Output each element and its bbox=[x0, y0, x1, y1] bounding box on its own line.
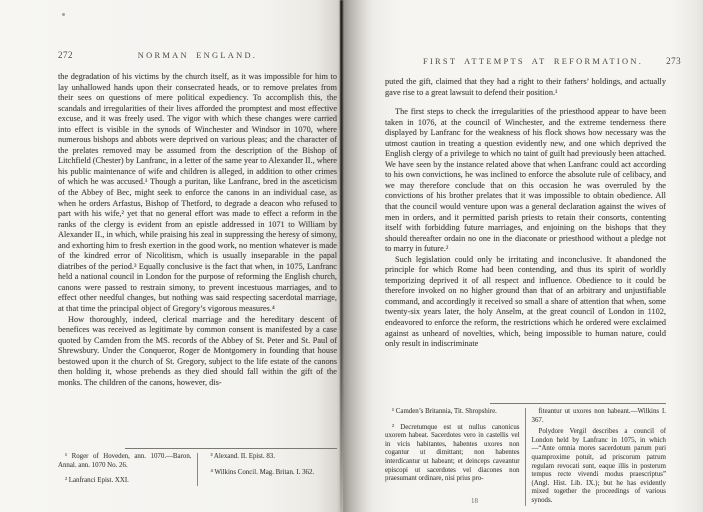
footnote: ² Lanfranci Epist. XXI. bbox=[65, 477, 129, 485]
footnote: ⁴ Wilkins Concil. Mag. Britan. I. 362. bbox=[210, 468, 315, 476]
right-running-header: FIRST ATTEMPTS AT REFORMATION. bbox=[423, 57, 644, 66]
footnote: Polydore Vergil describes a council of London held by Lanfranc in 1075, in which—“Ante omnia mores sacerdotum parum puri quamproxime potuit, ad priscorum patrum regulam revocati sunt, eaque illis in posterum tempus recte vivendi modus praescriptus” (Angl. Hist. Lib. IX.); but he has evidently mixed together the proceedings of various synods. bbox=[531, 428, 666, 504]
footnote: ¹ Roger of Hoveden, ann. 1070.—Baron. Annal. ann. 1070 No. 26. bbox=[58, 453, 192, 469]
signature-mark: 18 bbox=[471, 497, 478, 505]
left-page-number: 272 bbox=[58, 50, 73, 60]
body-paragraph: Such legislation could only be irritating and inconclusive. It abandoned the principle for which Rome had been contending, and thus its spirit of worldly temporizing deprived it of all respect and influence. Obedience to it could be therefore invoked on no higher ground than that of an arbitrary and unjustifiable command, and accordingly it received so small a share of attention that when, some twenty-six years later, the holy Anselm, at the great council of London in 1102, endeavored to enforce the reform, the restrictions which he ordered were exclaimed against as unheard of novelties, which, being impossible to human nature, could only result in indiscriminate bbox=[385, 254, 666, 349]
gutter-line bbox=[340, 0, 343, 512]
body-paragraph: The first steps to check the irregularities of the priesthood appear to have been taken in 1076, at the council of Winchester, and the extreme tenderness there displayed by Lanfranc for the weakness of his flock shows how necessary was the utmost caution in treating a question evidently new, and one which deprived the English clergy of a privilege to which no taint of guilt had previously been attached. We have seen by the instance related above that when Lanfranc could act according to his own convictions, he was inclined to enforce the absolute rule of celibacy, and we may therefore conclude that on this occasion he was overruled by the convictions of his brother prelates that it was impossible to obtain obedience. All that the council would venture upon was a general declaration against the wives of men in orders, and it permitted parish priests to retain their consorts, contenting itself with forbidding future marriages, and enjoining on the bishops that they should thereafter ordain no one in the diaconate or priesthood without a pledge not to marry in future.² bbox=[385, 107, 666, 254]
right-page-body bbox=[385, 77, 666, 350]
footnote-columns bbox=[58, 453, 337, 486]
right-page-number: 273 bbox=[666, 56, 682, 66]
left-page-header bbox=[58, 50, 337, 60]
right-page-header bbox=[385, 56, 682, 66]
body-paragraph: the degradation of his victims by the church itself, as it was impossible for him to lay unhallowed hands upon their consecrated heads, or to remove prelates from their sees on questions of mere political expediency. To accomplish this, the scandals and irregularities of their lives afforded the promptest and most effective excuse, and it was freely used. The vigor with which these changes were carried into effect is visible in the synods of Winchester and Windsor in 1070, where numerous bishops and abbots were deprived on various pleas; and the character of the prelates removed may be assumed from the description of the Bishop of Litchfield (Chester) by Lanfranc, in a letter of the same year to Alexander II., where his public maintenance of wife and children is alleged, in addition to other crimes of which he was accused.¹ Though a puritan, like Lanfranc, bred in the asceticism of the Abbey of Bec, might seek to enforce the canons in an individual case, as when he orders Arfastus, Bishop of Thetford, to degrade a deacon who refused to part with his wife,² yet that no general effort was made to effect a reform in the ranks of the clergy is evident from an epistle addressed in 1071 to William by Alexander II., in which, while praising his zeal in suppressing the heresy of simony, and exhorting him to fresh exertion in the good work, no mention whatever is made of the kindred error of Nicolitism, which is usually inseparable in the papal diatribes of the period.³ Equally conclusive is the fact that when, in 1075, Lanfranc held a national council in London for the purpose of reforming the English church, canons were passed to restrain simony, to prevent incestuous marriages, and to effect other needful changes, but nothing was said respecting sacerdotal marriage, at that time the principal object of Gregory’s vigorous measures.⁴ bbox=[58, 72, 337, 314]
footnote-column-2 bbox=[526, 408, 667, 506]
footnote: fiteantur ut uxores non habeant.—Wilkins I. 367. bbox=[531, 408, 666, 424]
gutter-shadow bbox=[343, 0, 373, 512]
footnote-column-1 bbox=[385, 408, 526, 506]
left-page bbox=[0, 0, 343, 512]
footnote-column-2 bbox=[198, 453, 338, 486]
left-page-body bbox=[58, 72, 337, 388]
left-page-footnotes bbox=[58, 448, 337, 486]
footnote: ² Decretumque est ut nullus canonicus uxorem habeat. Sacerdotes vero in castellis vel in vicis habitantes, habentes uxores non cogantur ut dimittant; non habentes interdicantur ut habeant; et deinceps caveantur episcopi ut sacerdotes vel diacones non praesumant ordinare, nisi prius pro- bbox=[385, 423, 520, 483]
footnote: ¹ Camden’s Britannia, Tit. Shropshire. bbox=[392, 408, 497, 415]
right-page-footnotes bbox=[385, 403, 666, 506]
footnote-columns bbox=[385, 408, 666, 506]
footnote-divider-rule bbox=[125, 448, 337, 449]
scan-artifact bbox=[62, 13, 65, 16]
body-paragraph: puted the gift, claimed that they had a right to their fathers’ holdings, and actually gave rise to a great lawsuit to defend their position.¹ bbox=[385, 77, 666, 97]
footnote: ³ Alexand. II. Epist. 83. bbox=[210, 453, 275, 460]
footnote-column-1 bbox=[58, 453, 198, 486]
footnote-divider-rule bbox=[490, 403, 666, 404]
body-paragraph: How thoroughly, indeed, clerical marriage and the hereditary descent of benefices was received as legitimate by common consent is manifested by a case quoted by Camden from the MS. records of the Abbey of St. Peter and St. Paul of Shrewsbury. Under the Conqueror, Roger de Montgomery in founding that house bestowed upon it the church of St. Gregory, subject to the life estate of the canons then holding it, whose prebends as they died should fall within the gift of the monks. The children of the canons, however, dis- bbox=[58, 314, 337, 387]
left-running-header: NORMAN ENGLAND. bbox=[137, 51, 258, 60]
right-page bbox=[343, 0, 703, 512]
